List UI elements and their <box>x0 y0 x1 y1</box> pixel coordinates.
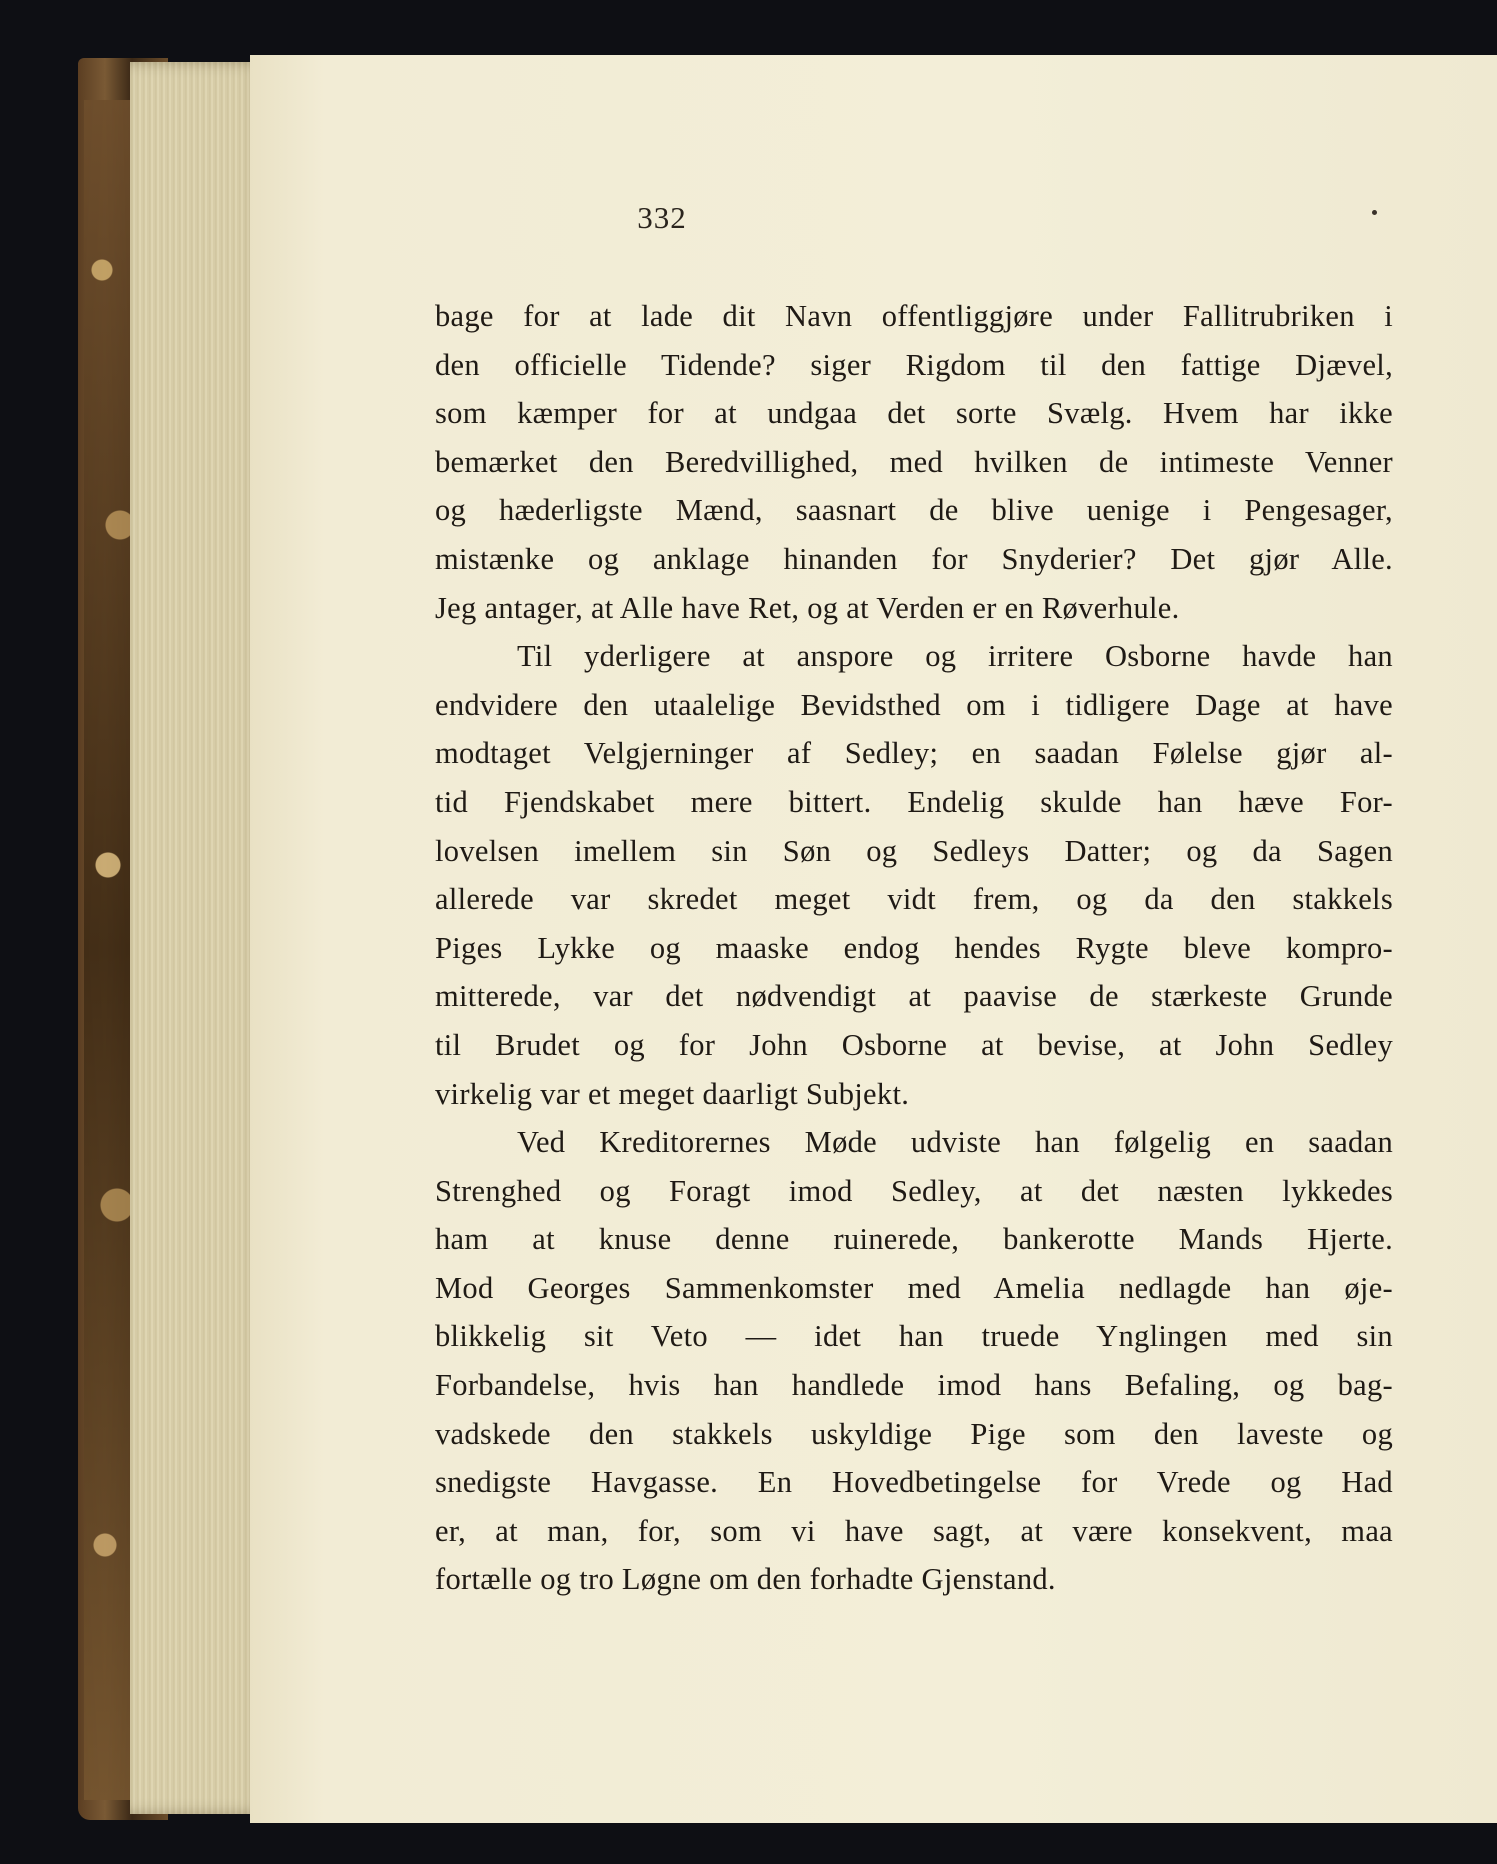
text-line: og hæderligste Mænd, saasnart de blive uenige i Pengesager, <box>435 493 1393 528</box>
text-line: tid Fjendskabet mere bittert. Endelig skulde han hæve For- <box>435 784 1393 819</box>
text-line: til Brudet og for John Osborne at bevise, at John Sedley <box>435 1027 1393 1062</box>
text-line: Til yderligere at anspore og irritere Osborne havde han <box>517 639 1393 674</box>
text-line: Jeg antager, at Alle have Ret, og at Verden er en Røverhule. <box>435 590 1180 625</box>
page-text-body <box>435 292 1393 1604</box>
page-number: 332 <box>637 200 687 235</box>
text-line: som kæmper for at undgaa det sorte Svælg. Hvem har ikke <box>435 396 1393 431</box>
text-line: fortælle og tro Løgne om den forhadte Gjenstand. <box>435 1562 1056 1597</box>
text-line: den officielle Tidende? siger Rigdom til den fattige Djævel, <box>435 347 1393 382</box>
text-line: vadskede den stakkels uskyldige Pige som den laveste og <box>435 1416 1393 1451</box>
text-line: virkelig var et meget daarligt Subjekt. <box>435 1076 910 1111</box>
text-line: ham at knuse denne ruinerede, bankerotte Mands Hjerte. <box>435 1222 1393 1257</box>
text-line: Mod Georges Sammenkomster med Amelia nedlagde han øje- <box>435 1270 1393 1305</box>
text-line: Forbandelse, hvis han handlede imod hans Befaling, og bag- <box>435 1368 1393 1403</box>
text-line: Strenghed og Foragt imod Sedley, at det næsten lykkedes <box>435 1173 1393 1208</box>
text-line: mistænke og anklage hinanden for Snyderier? Det gjør Alle. <box>435 541 1393 576</box>
page-stack-edge <box>130 62 264 1814</box>
ink-speck <box>1372 210 1377 215</box>
text-line: bemærket den Beredvillighed, med hvilken de intimeste Venner <box>435 444 1393 479</box>
text-line: bage for at lade dit Navn offentliggjøre under Fallitrubriken i <box>435 299 1393 333</box>
text-line: allerede var skredet meget vidt frem, og da den stakkels <box>435 882 1393 917</box>
text-line: lovelsen imellem sin Søn og Sedleys Datter; og da Sagen <box>435 833 1393 868</box>
text-line: endvidere den utaalelige Bevidsthed om i tidligere Dage at have <box>435 687 1393 722</box>
text-line: er, at man, for, som vi have sagt, at være konsekvent, maa <box>435 1513 1393 1548</box>
text-line: modtaget Velgjerninger af Sedley; en saadan Følelse gjør al- <box>435 736 1393 771</box>
text-line: Ved Kreditorernes Møde udviste han følgelig en saadan <box>517 1125 1393 1160</box>
text-line: blikkelig sit Veto — idet han truede Ynglingen med sin <box>435 1319 1393 1354</box>
text-line: Piges Lykke og maaske endog hendes Rygte bleve kompro- <box>435 930 1393 965</box>
text-line: snedigste Havgasse. En Hovedbetingelse for Vrede og Had <box>435 1465 1393 1500</box>
text-line: mitterede, var det nødvendigt at paavise de stærkeste Grunde <box>435 979 1393 1014</box>
